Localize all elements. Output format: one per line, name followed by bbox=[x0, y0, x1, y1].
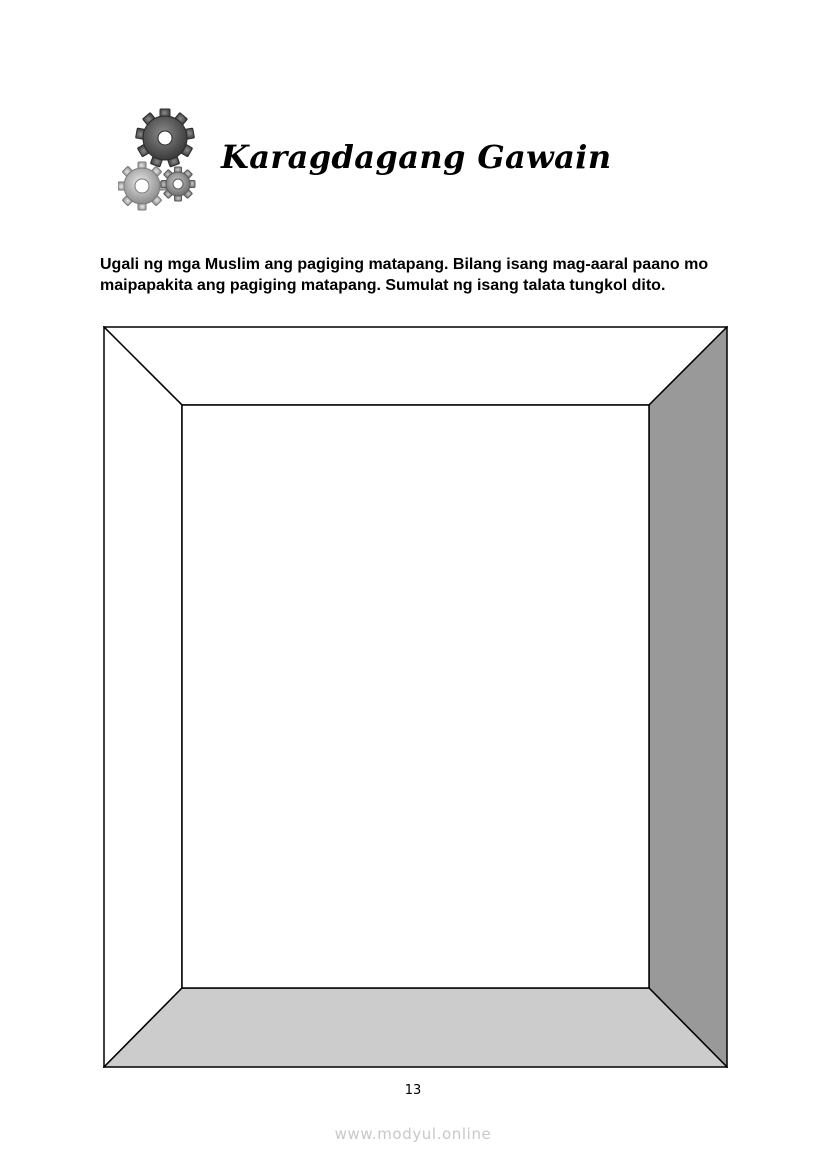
small-gear-left-icon bbox=[118, 162, 166, 210]
large-gear-icon bbox=[136, 109, 195, 167]
answer-writing-area[interactable] bbox=[182, 405, 649, 988]
watermark: www.modyul.online bbox=[334, 1125, 492, 1143]
instructions-line-1: Ugali ng mga Muslim ang pagiging matapang. Bilang isang mag-aaral paano mo bbox=[100, 256, 709, 273]
gears-icon bbox=[118, 104, 200, 214]
frame-bottom-panel bbox=[104, 988, 727, 1067]
page-number: 13 bbox=[404, 1083, 422, 1098]
instructions-line-2: maipapakita ang pagiging matapang. Sumulat ng isang talata tungkol dito. bbox=[100, 277, 666, 294]
instructions bbox=[100, 254, 740, 296]
frame-right-panel bbox=[649, 327, 727, 1067]
frame-top-panel bbox=[104, 327, 727, 405]
page-title: Karagdagang Gawain bbox=[221, 138, 612, 176]
small-gear-right-icon bbox=[161, 167, 195, 201]
answer-frame bbox=[103, 326, 728, 1068]
frame-left-panel bbox=[104, 327, 182, 1067]
